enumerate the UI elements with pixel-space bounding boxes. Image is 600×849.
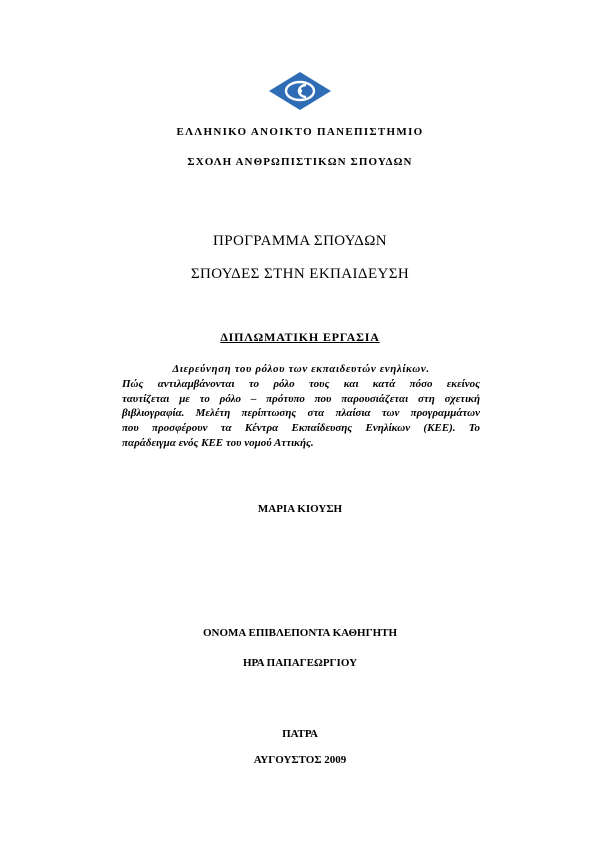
university-name: ΕΛΛΗΝΙΚΟ ΑΝΟΙΚΤΟ ΠΑΝΕΠΙΣΤΗΜΙΟ bbox=[176, 126, 424, 138]
thesis-type: ΔΙΠΛΩΜΑΤΙΚΗ ΕΡΓΑΣΙΑ bbox=[220, 330, 380, 344]
date: ΑΥΓΟΥΣΤΟΣ 2009 bbox=[253, 754, 347, 766]
thesis-title-line: ταυτίζεται με το ρόλο – πρότυπο που παρουσιάζεται στη σχετική bbox=[122, 392, 480, 405]
program-name: ΣΠΟΥΔΕΣ ΣΤΗΝ ΕΚΠΑΙΔΕΥΣΗ bbox=[190, 266, 410, 282]
thesis-title-line: παράδειγμα ενός ΚΕΕ του νομού Αττικής. bbox=[122, 436, 314, 449]
thesis-title-line: που προσφέρουν τα Κέντρα Εκπαίδευσης Ενηλίκων (ΚΕΕ). Το bbox=[122, 422, 480, 435]
supervisor-name: ΗΡΑ ΠΑΠΑΓΕΩΡΓΙΟΥ bbox=[242, 657, 358, 669]
school-name: ΣΧΟΛΗ ΑΝΘΡΩΠΙΣΤΙΚΩΝ ΣΠΟΥΔΩΝ bbox=[187, 156, 413, 168]
thesis-title-line: βιβλιογραφία. Μελέτη περίπτωσης στα πλαίσια των προγραμμάτων bbox=[122, 407, 480, 420]
thesis-title bbox=[122, 362, 480, 451]
author-name: ΜΑΡΙΑ ΚΙΟΥΣΗ bbox=[257, 503, 343, 515]
supervisor-label: ΟΝΟΜΑ ΕΠΙΒΛΕΠΟΝΤΑ ΚΑΘΗΓΗΤΗ bbox=[202, 627, 398, 639]
thesis-title-line: Διερεύνηση του ρόλου των εκπαιδευτών ενηλίκων. bbox=[172, 363, 430, 375]
university-logo-icon bbox=[268, 71, 332, 111]
thesis-title-line: Πώς αντιλαμβάνονται το ρόλο τους και κατά πόσο εκείνος bbox=[122, 377, 480, 390]
city: ΠΑΤΡΑ bbox=[282, 728, 318, 740]
program-label: ΠΡΟΓΡΑΜΜΑ ΣΠΟΥΔΩΝ bbox=[213, 233, 387, 249]
